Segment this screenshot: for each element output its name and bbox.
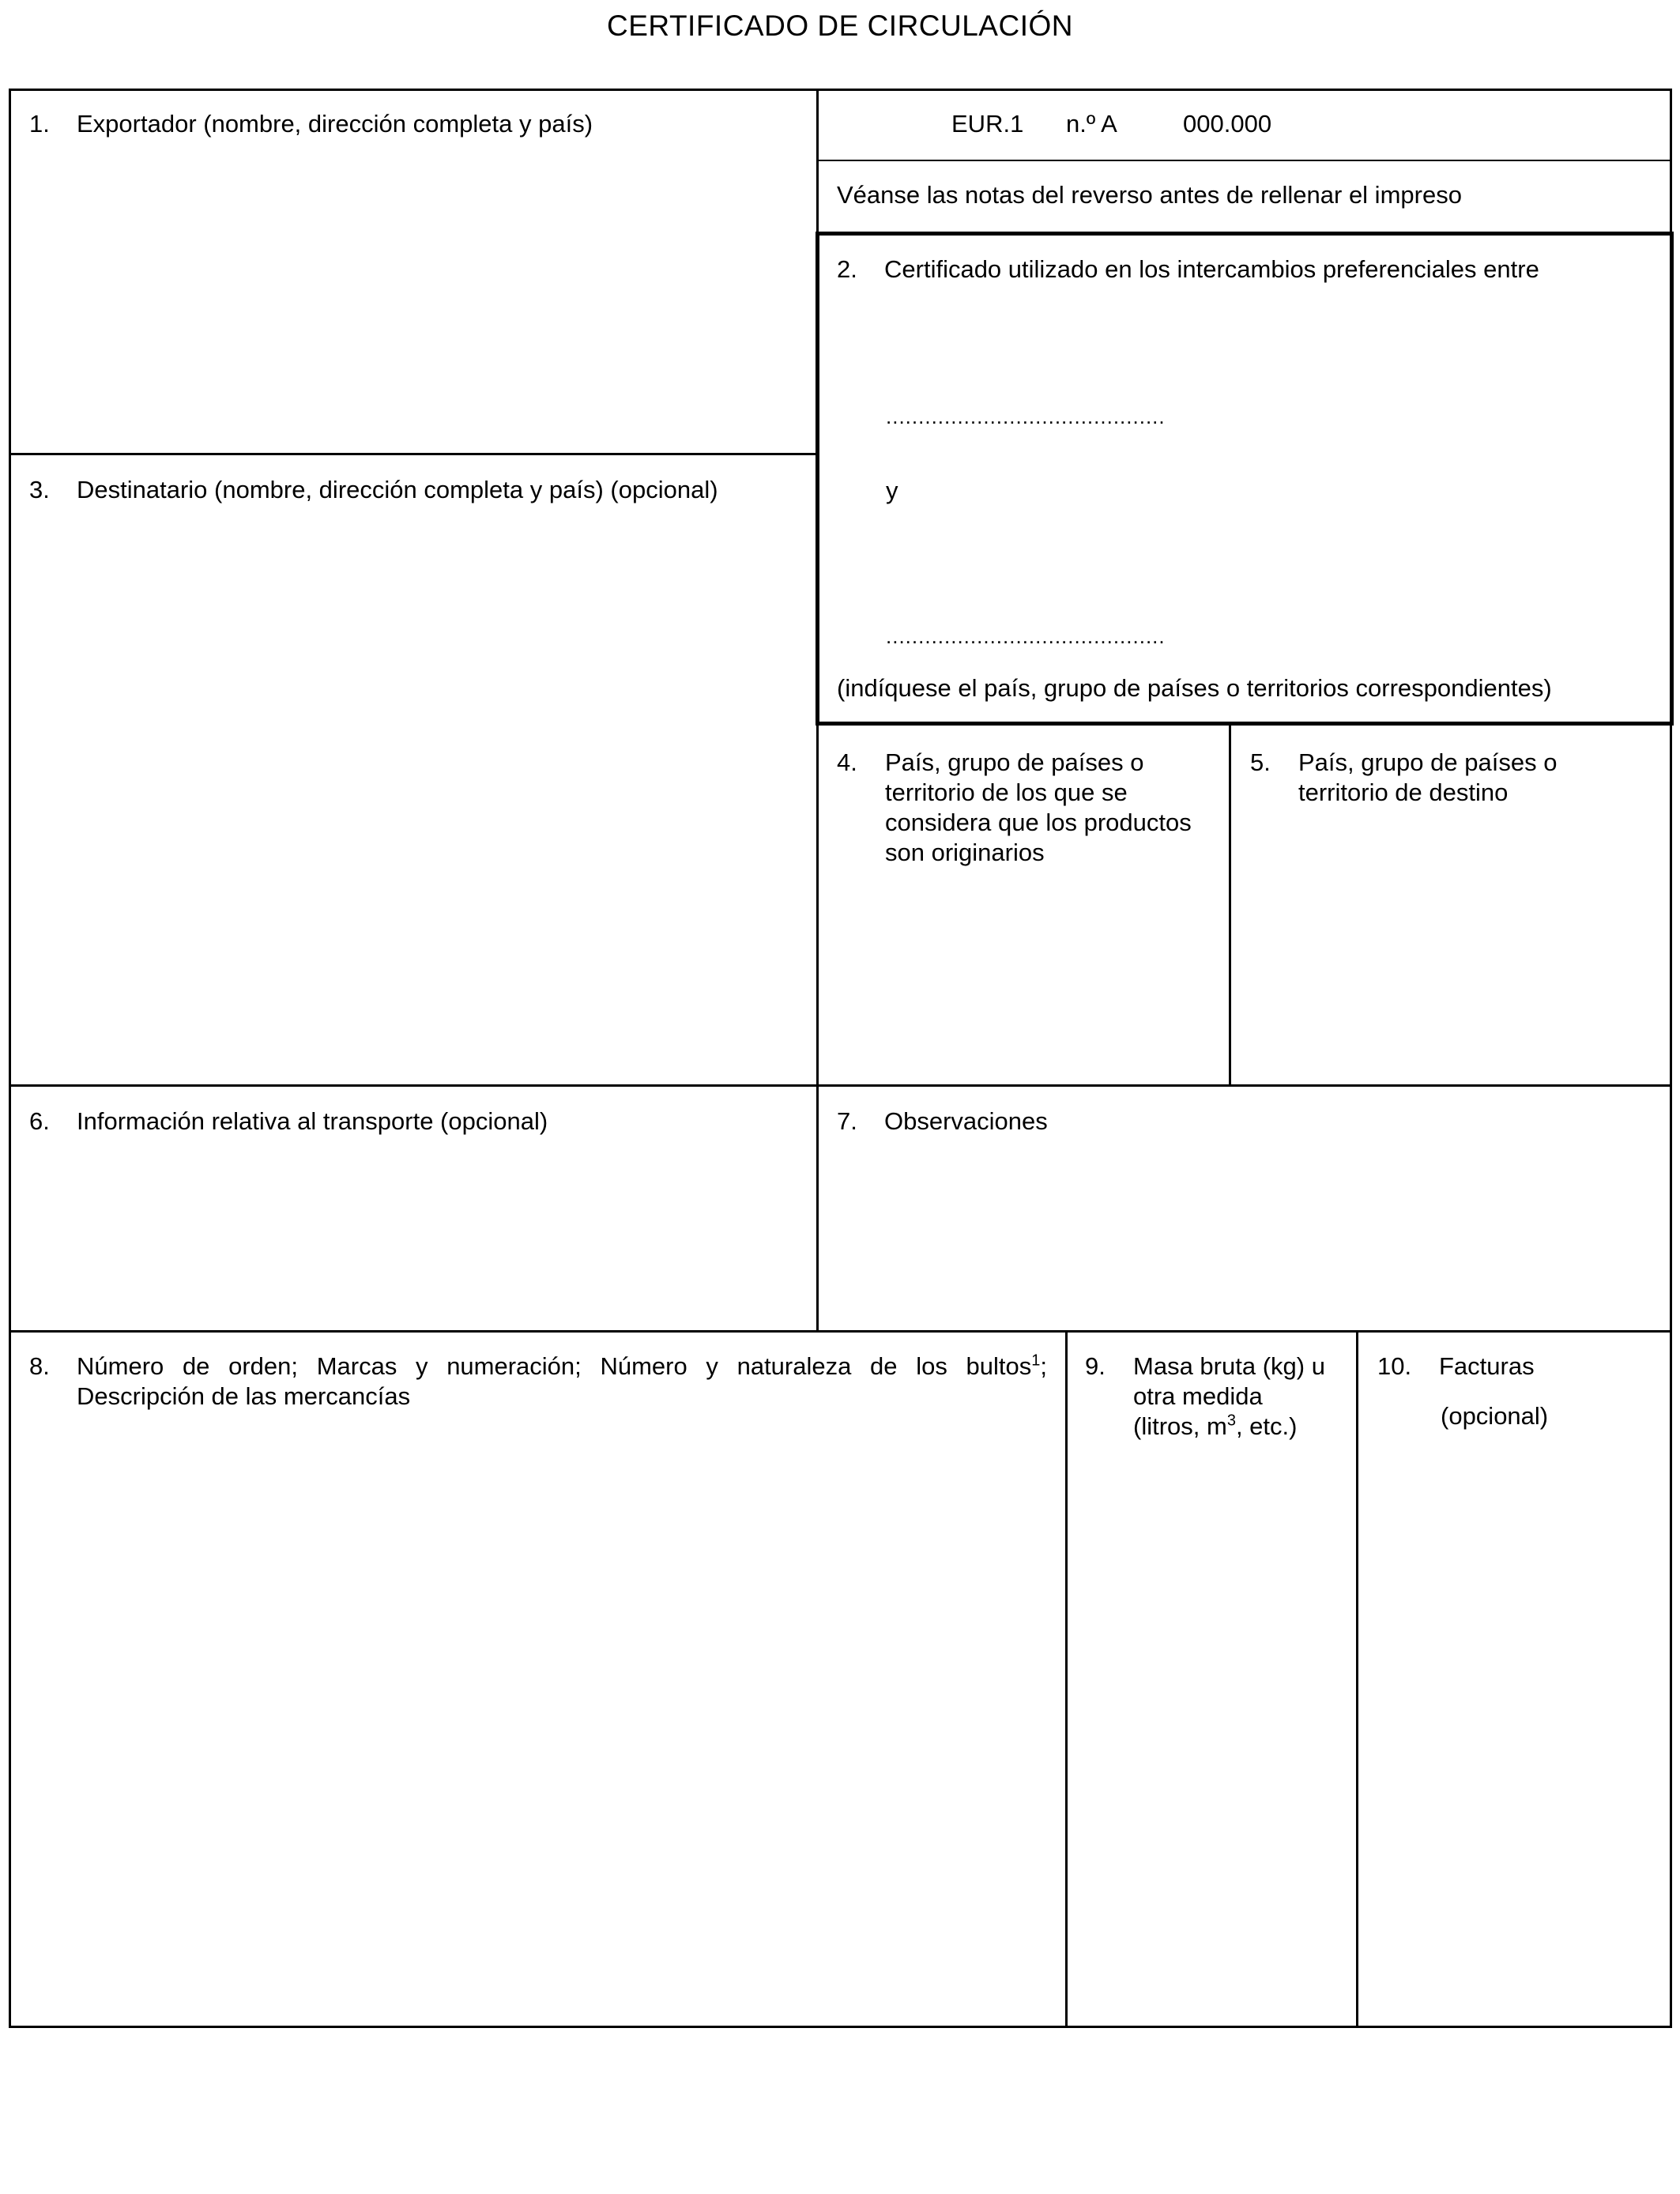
line-under-eur1 [816, 160, 1672, 161]
divider-box8-box9 [1065, 1330, 1068, 2028]
number-label: n.º A [1066, 110, 1117, 138]
box-8-label [77, 1351, 1047, 1412]
box-3-consignee-field[interactable] [32, 514, 798, 1067]
box-9-label [1133, 1351, 1327, 1442]
box-6-transport-field[interactable] [32, 1146, 798, 1312]
frame-top-line [9, 89, 1672, 91]
box-2-number: 2. [837, 255, 857, 283]
box-2-hint: (indíquese el país, grupo de países o territorios correspondientes) [837, 674, 1552, 702]
box-3-label: Destinatario (nombre, dirección completa y país) (opcional) [77, 476, 718, 503]
form-code: EUR.1 [951, 110, 1024, 138]
box-7-label: Observaciones [884, 1107, 1048, 1135]
box-8-label-part1: Número de orden; Marcas y numeración; Número y naturaleza de los bultos [77, 1352, 1032, 1380]
frame-left-line [9, 89, 11, 2028]
box-9-label-part2: , etc.) [1235, 1412, 1298, 1440]
divider-box4-box5 [1229, 726, 1231, 1086]
box-8-number: 8. [29, 1352, 50, 1380]
box-7-remarks-field[interactable] [838, 1146, 1652, 1312]
box-10-label: Facturas [1439, 1352, 1535, 1380]
box-5-label: País, grupo de países o territorio de destino [1298, 748, 1558, 806]
box-2-conjunction: y [886, 477, 898, 504]
line-above-box8 [9, 1330, 1672, 1333]
box-9-number: 9. [1085, 1352, 1106, 1380]
box-9-mass-field[interactable] [1087, 1454, 1339, 2007]
box-10-number: 10. [1377, 1352, 1412, 1380]
box-10-invoices-field[interactable] [1379, 1446, 1652, 2007]
notes-instruction: Véanse las notas del reverso antes de rellenar el impreso [837, 181, 1462, 209]
box-3-number: 3. [29, 476, 50, 503]
box-6-label: Información relativa al transporte (opcional) [77, 1107, 548, 1135]
box-5-number: 5. [1250, 748, 1271, 776]
box-2-country-field-2[interactable]: ........................................... [886, 624, 1166, 648]
box-5-destination-field[interactable] [1251, 822, 1650, 1067]
line-above-box6-box7 [9, 1084, 1672, 1087]
frame-bottom-line [9, 2026, 1672, 2028]
box-2-country-field-1[interactable]: ........................................... [886, 405, 1166, 428]
box-1-exporter-field[interactable] [32, 146, 798, 439]
document-title: CERTIFICADO DE CIRCULACIÓN [607, 9, 1073, 42]
box-4-number: 4. [837, 748, 857, 776]
box-6-number: 6. [29, 1107, 50, 1135]
box-1-label: Exportador (nombre, dirección completa y país) [77, 110, 593, 138]
box-2-frame [816, 232, 1674, 726]
box-4-label: País, grupo de países o territorio de los que se considera que los productos son originarios [885, 748, 1192, 866]
box-8-label-part2: ; Descripción de las mercancías [77, 1352, 1047, 1410]
certificate-number: 000.000 [1183, 110, 1272, 138]
box-9-superscript: 3 [1226, 1412, 1236, 1430]
box-9-label-part1: Masa bruta (kg) u otra medida (litros, m [1133, 1352, 1325, 1440]
box-8-footnote-ref: 1 [1031, 1351, 1041, 1370]
box-2-label: Certificado utilizado en los intercambios preferenciales entre [884, 255, 1539, 283]
box-4-origin-field[interactable] [838, 877, 1209, 1067]
box-10-optional: (opcional) [1441, 1402, 1549, 1430]
line-box1-box3 [9, 453, 818, 455]
divider-box9-box10 [1356, 1330, 1358, 2027]
box-7-number: 7. [837, 1107, 857, 1135]
box-1-number: 1. [29, 110, 50, 138]
box-8-goods-field[interactable] [32, 1423, 1051, 2007]
